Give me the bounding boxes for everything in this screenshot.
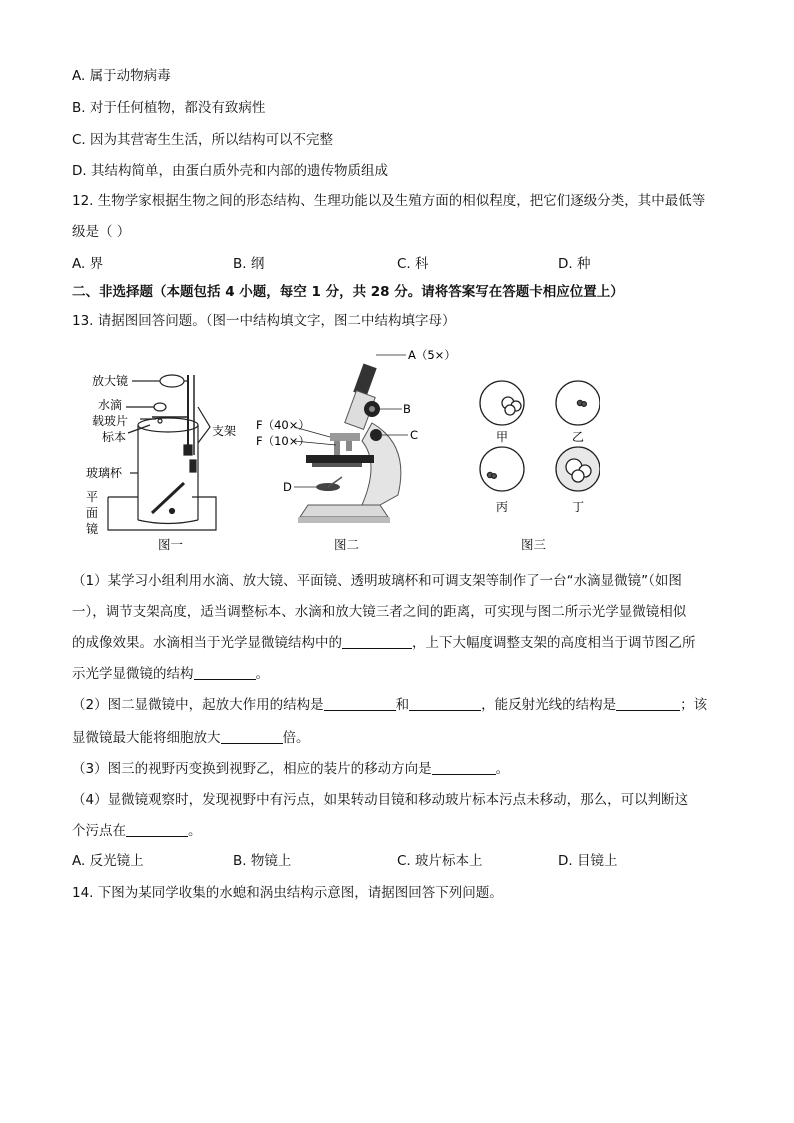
- q12-option-c: C. 科: [397, 256, 429, 272]
- q12-option-d: D. 种: [558, 256, 591, 272]
- figures-svg: [80, 345, 600, 555]
- q13-p4-line2: [72, 822, 202, 840]
- q13-option-b: B. 物镜上: [233, 853, 292, 869]
- q13-p2-line1: [72, 696, 707, 714]
- q11-option-a: A. 属于动物病毒: [72, 68, 171, 84]
- answer-blank: [194, 665, 256, 680]
- q12-option-b: B. 纲: [233, 256, 265, 272]
- figure-2-caption: 图二: [334, 537, 360, 552]
- q13-option-d: D. 目镜上: [558, 853, 618, 869]
- q13-p2-line2-a: 显微镜最大能将细胞放大: [72, 730, 221, 746]
- q13-p1-line4-b: 。: [255, 666, 269, 682]
- q11-option-c: C. 因为其营寄生生活，所以结构可以不完整: [72, 132, 334, 148]
- q13-stem: 13. 请据图回答问题。（图一中结构填文字，图二中结构填字母）: [72, 313, 456, 329]
- q13-p4-line2-a: 个污点在: [72, 823, 126, 839]
- q13-p1-line3-b: ，上下大幅度调整支架的高度相当于调节图乙所: [412, 635, 696, 651]
- fig3-label-bing: 丙: [496, 500, 509, 514]
- q13-p1-line2: 一），调节支架高度，适当调整标本、水滴和放大镜三者之间的距离，可实现与图二所示光学显微镜相似: [72, 604, 687, 620]
- q13-p3: [72, 760, 509, 778]
- q13-p2-line2: [72, 729, 310, 747]
- fig1-label-mirror-2: 面: [86, 506, 99, 520]
- q11-option-d: D. 其结构简单，由蛋白质外壳和内部的遗传物质组成: [72, 163, 388, 179]
- fig1-label-slide: 载玻片: [92, 414, 129, 428]
- fig1-label-mirror-3: 镜: [86, 522, 99, 536]
- answer-blank: [324, 696, 396, 711]
- fig1-label-stand: 支架: [212, 424, 237, 438]
- figure-3-caption: 图三: [521, 537, 547, 552]
- fig1-label-mirror-1: 平: [86, 490, 99, 504]
- answer-blank: [126, 822, 188, 837]
- q13-p1-line3-a: 的成像效果。水滴相当于光学显微镜结构中的: [72, 635, 342, 651]
- answer-blank: [409, 696, 481, 711]
- q12-option-a: A. 界: [72, 256, 104, 272]
- q11-option-b: B. 对于任何植物，都没有致病性: [72, 100, 266, 116]
- q13-p1-line3: [72, 634, 696, 652]
- section-2-heading: 二、非选择题（本题包括 4 小题，每空 1 分，共 28 分。请将答案写在答题卡相应位置上）: [72, 284, 624, 300]
- q13-p4-line2-b: 。: [188, 823, 202, 839]
- fig1-label-water: 水滴: [98, 398, 123, 412]
- q13-p1-line4-a: 示光学显微镜的结构: [72, 666, 194, 682]
- figure-1-drawing: [108, 375, 216, 530]
- q13-p2-line1-a: （2）图二显微镜中，起放大作用的结构是: [72, 697, 324, 713]
- q13-p1-line1: （1）某学习小组利用水滴、放大镜、平面镜、透明玻璃杯和可调支架等制作了一台“水滴显微镜”（如图: [72, 573, 682, 589]
- q12-stem-line2: 级是（ ）: [72, 224, 131, 240]
- answer-blank: [616, 696, 680, 711]
- q13-option-c: C. 玻片标本上: [397, 853, 483, 869]
- q13-p4-line1: （4）显微镜观察时，发现视野中有污点，如果转动目镜和移动玻片标本污点未移动，那么，可以判断这: [72, 792, 689, 808]
- q14-stem: 14. 下图为某同学收集的水螅和涡虫结构示意图，请据图回答下列问题。: [72, 885, 503, 901]
- fig1-label-specimen: 标本: [102, 430, 127, 444]
- q13-figures: [80, 345, 600, 555]
- fig2-label-d: D: [283, 480, 292, 494]
- fig3-label-ding: 丁: [572, 500, 585, 514]
- answer-blank: [342, 634, 412, 649]
- q12-stem-line1: 12. 生物学家根据生物之间的形态结构、生理功能以及生殖方面的相似程度，把它们逐级分类，其中最低等: [72, 193, 706, 209]
- q13-p2-line2-b: 倍。: [282, 730, 310, 746]
- figure-1-caption: 图一: [158, 537, 184, 552]
- answer-blank: [221, 729, 283, 744]
- q13-p3-a: （3）图三的视野丙变换到视野乙，相应的装片的移动方向是: [72, 761, 432, 777]
- q13-p1-line4: [72, 665, 269, 683]
- fig2-label-a: A（5×）: [408, 348, 456, 362]
- q13-p3-b: 。: [495, 761, 510, 777]
- fig3-label-yi: 乙: [572, 430, 585, 444]
- microscope-drawing: [298, 364, 401, 523]
- q13-p2-line1-c: ，能反射光线的结构是: [481, 697, 617, 713]
- answer-blank: [432, 760, 496, 775]
- fig1-label-magnifier: 放大镜: [92, 374, 129, 388]
- fig3-label-jia: 甲: [496, 430, 509, 444]
- fig2-label-c: C: [410, 428, 419, 442]
- fig2-label-f40: F（40×）: [256, 418, 310, 432]
- q13-p2-line1-b: 和: [395, 697, 410, 713]
- fig2-label-f10: F（10×）: [256, 434, 310, 448]
- fig2-label-b: B: [403, 402, 411, 416]
- q13-p2-line1-d: ；该: [680, 697, 708, 713]
- fig1-label-cup: 玻璃杯: [86, 466, 123, 480]
- q13-option-a: A. 反光镜上: [72, 853, 144, 869]
